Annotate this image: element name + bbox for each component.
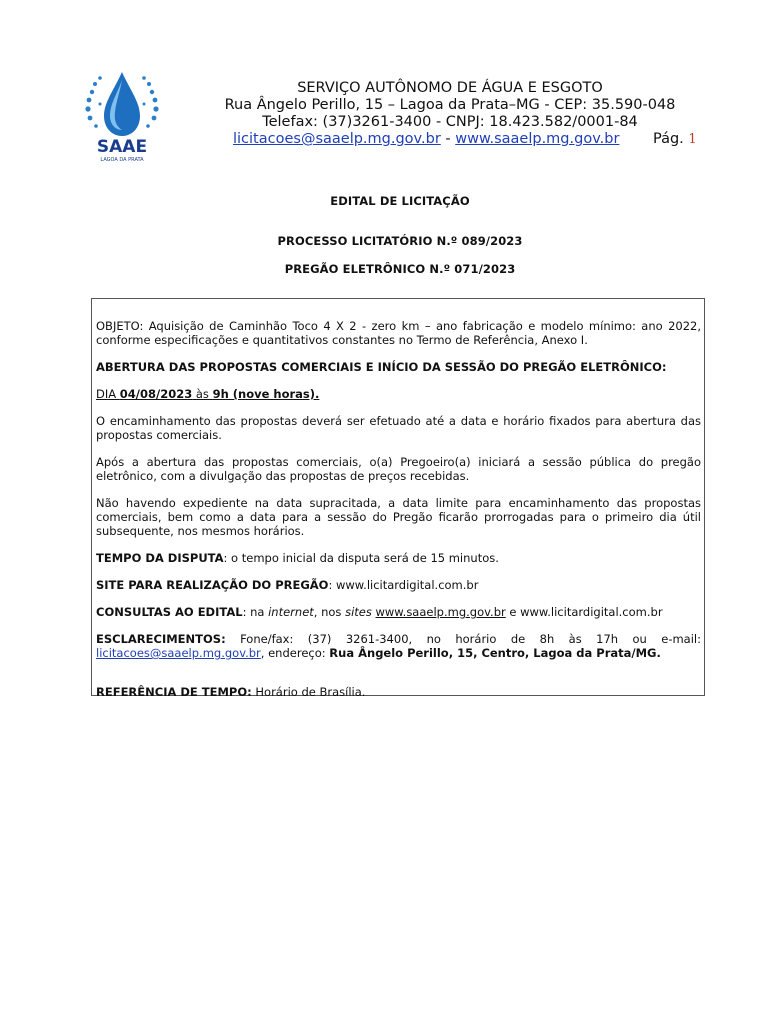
apos-paragraph: Após a abertura das propostas comerciais, o(a) Pregoeiro(a) iniciará a sessão pública do pregão eletrônico, com a divulgação das propostas de preços recebidas. — [96, 455, 701, 483]
header-website-link[interactable]: www.saaelp.mg.gov.br — [455, 131, 620, 147]
referencia-tempo — [96, 685, 701, 699]
dia-as: às — [192, 387, 213, 401]
edital-summary-box — [91, 298, 705, 699]
site-pregao — [96, 578, 701, 592]
header-email-link[interactable]: licitacoes@saaelp.mg.gov.br — [233, 131, 441, 147]
logo-tagline: LAGOA DA PRATA — [100, 157, 144, 163]
water-drop-icon — [80, 66, 164, 164]
tempo-label: TEMPO DA DISPUTA — [96, 551, 224, 565]
tempo-disputa — [96, 551, 701, 565]
processo-title: PROCESSO LICITATÓRIO N.º 089/2023 — [277, 234, 523, 248]
encaminhamento-paragraph: O encaminhamento das propostas deverá ser efetuado até a data e horário fixados para abertura das propostas comerciais. — [96, 414, 701, 442]
org-contacts — [200, 131, 700, 148]
esclarecimentos: ESCLARECIMENTOS: Fone/fax: (37) 3261-3400, no horário de 8h às 17h ou e-mail: licitacoes@saaelp.mg.gov.br, endereço: Rua Ângelo Perillo, 15, Centro, Lagoa da Prata/MG. — [96, 632, 701, 660]
consultas-label: CONSULTAS AO EDITAL — [96, 605, 243, 619]
esclarecimentos-address: Rua Ângelo Perillo, 15, Centro, Lagoa da Prata/MG. — [329, 646, 661, 660]
logo-text: SAAE — [96, 137, 148, 157]
header-separator: - — [440, 131, 456, 147]
spacer — [96, 673, 701, 685]
page-number: 1 — [688, 132, 697, 147]
esclarecimentos-label: ESCLARECIMENTOS: — [96, 632, 226, 646]
dia-time: 9h (nove horas). — [212, 387, 320, 401]
esclarecimentos-email-link[interactable]: licitacoes@saaelp.mg.gov.br — [96, 646, 261, 660]
org-address: Rua Ângelo Perillo, 15 – Lagoa da Prata–MG - CEP: 35.590-048 — [224, 97, 676, 113]
dia-date: 04/08/2023 — [119, 387, 193, 401]
consultas-website-link[interactable]: www.saaelp.mg.gov.br — [375, 605, 506, 619]
page-indicator — [653, 131, 697, 148]
site-label: SITE PARA REALIZAÇÃO DO PREGÃO — [96, 578, 329, 592]
dia-line — [96, 387, 701, 401]
objeto-paragraph: OBJETO: Aquisição de Caminhão Toco 4 X 2 - zero km – ano fabricação e modelo mínimo: ano 2022, conforme especificações e quantitativos constantes no Termo de Referência, Anexo I. — [96, 319, 701, 347]
site-text: : www.licitardigital.com.br — [328, 578, 479, 592]
org-name: SERVIÇO AUTÔNOMO DE ÁGUA E ESGOTO — [297, 80, 603, 96]
dia-label: DIA — [96, 387, 120, 401]
abertura-heading: ABERTURA DAS PROPOSTAS COMERCIAIS E INÍCIO DA SESSÃO DO PREGÃO ELETRÔNICO: — [96, 360, 667, 374]
page-label: Pág. — [653, 131, 684, 147]
saae-logo — [80, 66, 164, 164]
edital-title: EDITAL DE LICITAÇÃO — [330, 194, 470, 208]
org-phone-cnpj: Telefax: (37)3261-3400 - CNPJ: 18.423.582/0001-84 — [262, 114, 638, 130]
referencia-label: REFERÊNCIA DE TEMPO: — [96, 685, 252, 699]
referencia-text: Horário de Brasília. — [251, 685, 366, 699]
document-header — [0, 0, 770, 170]
pregao-title: PREGÃO ELETRÔNICO N.º 071/2023 — [284, 262, 516, 276]
nao-havendo-paragraph: Não havendo expediente na data supracitada, a data limite para encaminhamento das propostas comerciais, bem como a data para a sessão do Pregão ficarão prorrogadas para o primeiro dia útil subsequente, nos mesmos horários. — [96, 496, 701, 538]
consultas-edital: CONSULTAS AO EDITAL: na internet, nos sites www.saaelp.mg.gov.br e www.licitardigital.com.br — [96, 605, 663, 619]
tempo-text: : o tempo inicial da disputa será de 15 minutos. — [223, 551, 499, 565]
